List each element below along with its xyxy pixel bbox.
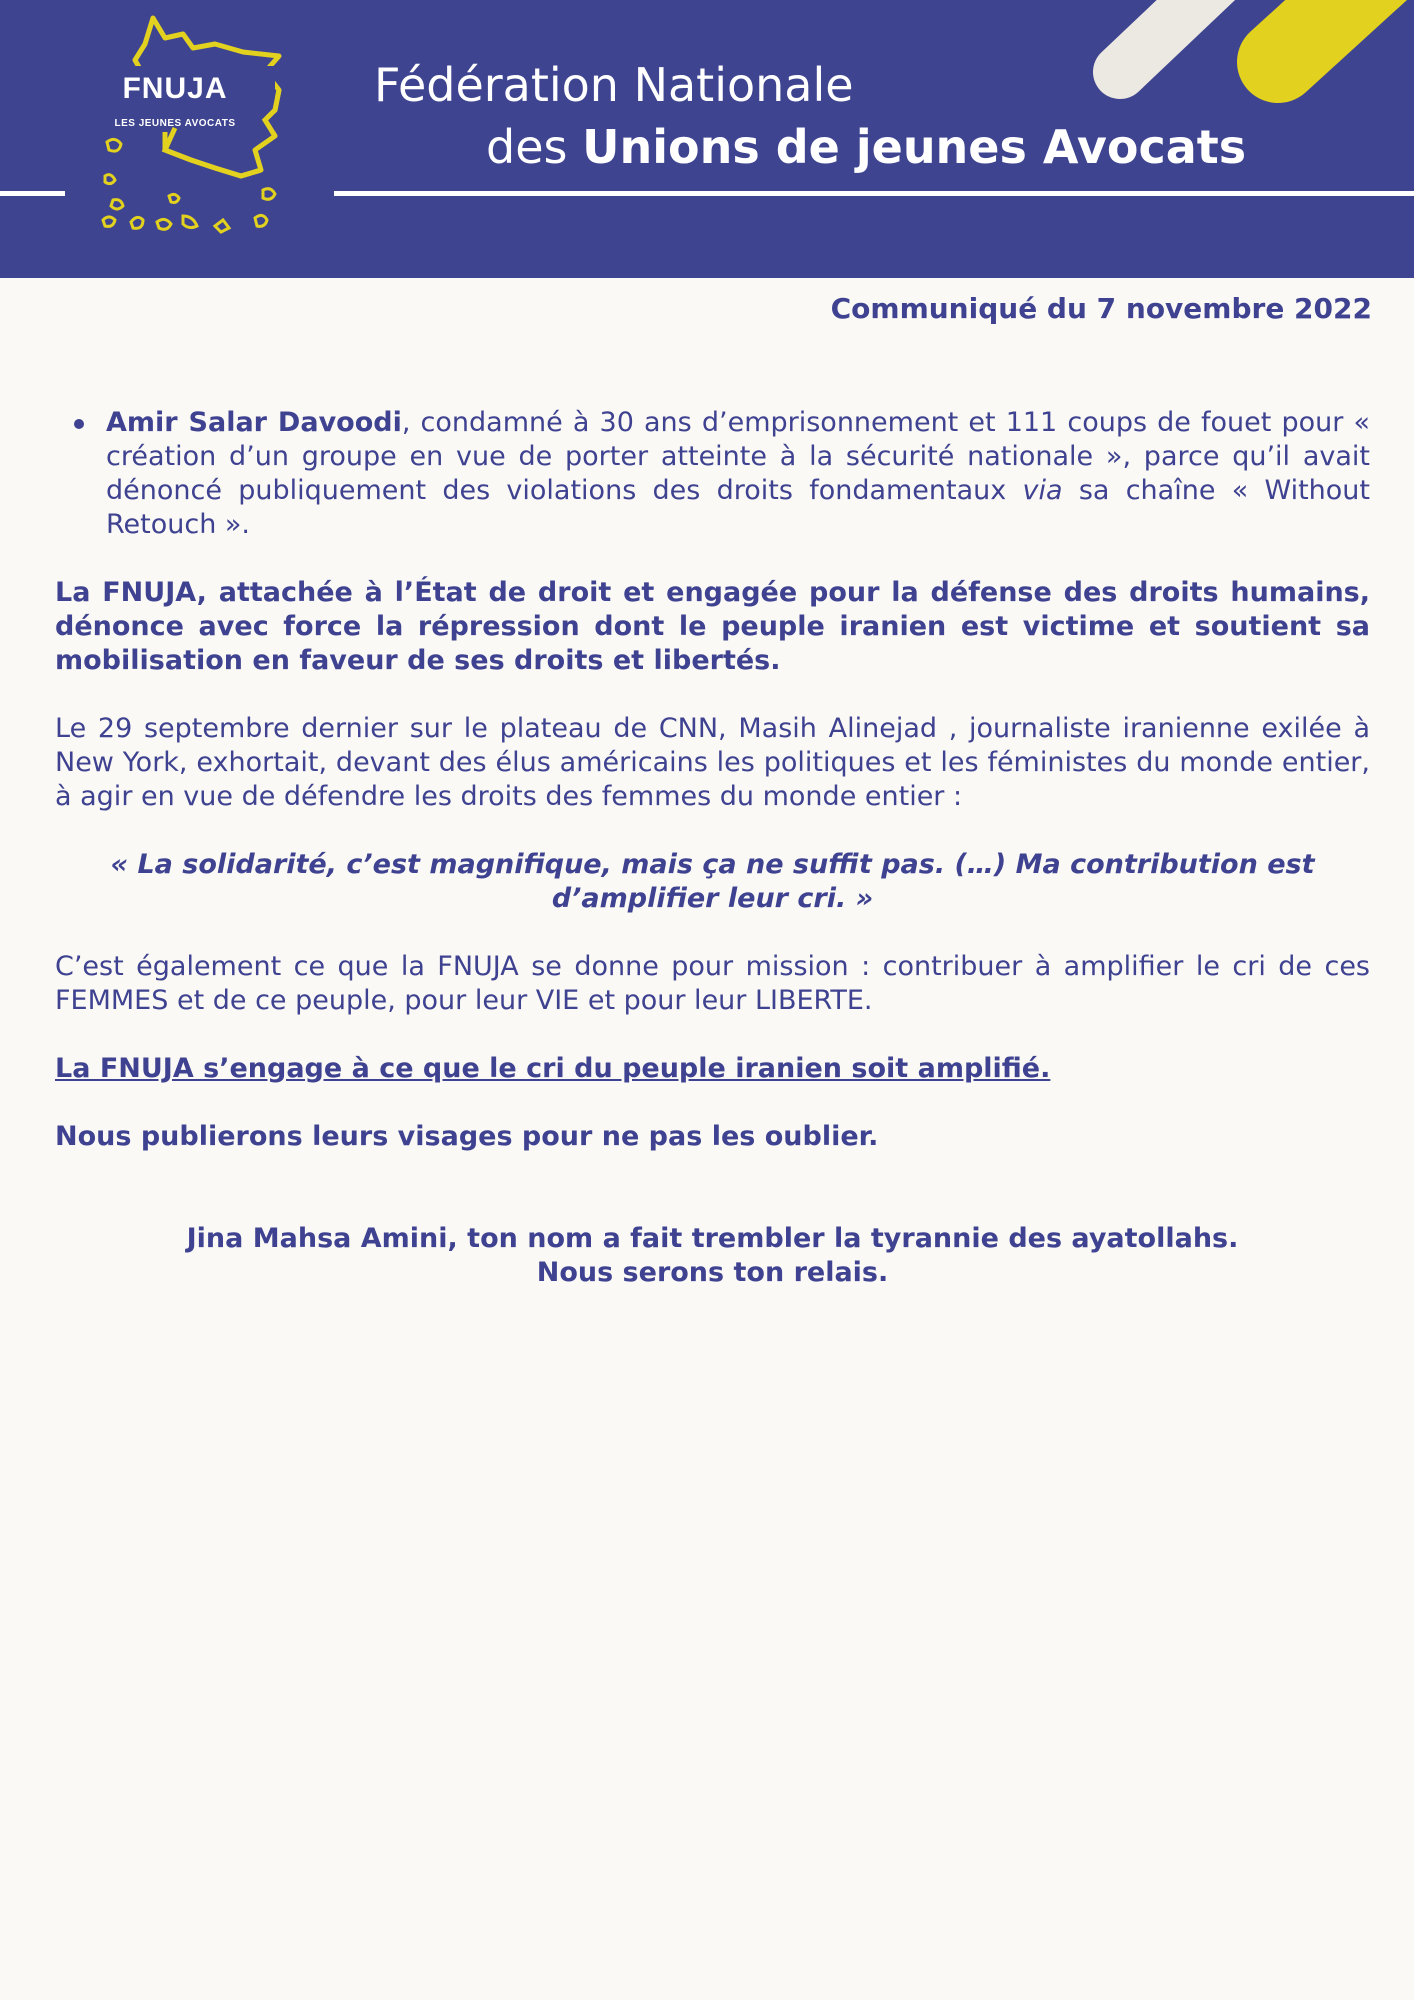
commitment-text: La FNUJA s’engage à ce que le cri du peuple iranien soit amplifié. bbox=[55, 1053, 1051, 1084]
communique-date: Communiqué du 7 novembre 2022 bbox=[830, 292, 1372, 325]
decorative-pills-icon bbox=[1060, 0, 1414, 200]
france-map-outline-icon bbox=[65, 0, 335, 278]
commitment-paragraph bbox=[55, 1052, 1370, 1086]
fnuja-logo bbox=[65, 0, 335, 278]
logo-tagline: LES JEUNES AVOCATS bbox=[114, 118, 236, 129]
closing-line-1: Jina Mahsa Amini, ton nom a fait trembler la tyrannie des ayatollahs. bbox=[186, 1223, 1239, 1254]
context-paragraph: Le 29 septembre dernier sur le plateau de CNN, Masih Alinejad , journaliste iranienne exilée à New York, exhortait, devant des élus américains les politiques et les féministes du monde entier, à agir en vue de défendre les droits des femmes du monde entier : bbox=[55, 713, 1370, 812]
header-title-prefix: des bbox=[486, 120, 583, 174]
quote-paragraph: « La solidarité, c’est magnifique, mais ça ne suffit pas. (…) Ma contribution est d’amplifier leur cri. » bbox=[110, 849, 1315, 914]
closing-line-2: Nous serons ton relais. bbox=[536, 1257, 889, 1288]
prisoner-text: , condamné à 30 ans d’emprisonnement et 111 coups de fouet pour « création d’un groupe en vue de porter atteinte à la sécurité nationale », parce qu’il avait dénoncé publiquement des violations des droits fondamentaux bbox=[106, 407, 1370, 506]
list-item bbox=[55, 406, 1370, 542]
via-word: via bbox=[1022, 475, 1063, 506]
prisoner-name: Amir Salar Davoodi bbox=[106, 407, 402, 438]
bullet-dot-icon bbox=[74, 419, 84, 429]
header-banner bbox=[0, 0, 1414, 278]
publish-paragraph: Nous publierons leurs visages pour ne pas les oublier. bbox=[55, 1121, 879, 1152]
mission-paragraph: C’est également ce que la FNUJA se donne pour mission : contribuer à amplifier le cri de ces FEMMES et de ce peuple, pour leur VIE et pour leur LIBERTE. bbox=[55, 951, 1370, 1016]
statement-paragraph: La FNUJA, attachée à l’État de droit et engagée pour la défense des droits humains, dénonce avec force la répression dont le peuple iranien est victime et soutient sa mobilisation en faveur de ses droits et libertés. bbox=[55, 577, 1370, 676]
header-title-bold: Unions de jeunes Avocats bbox=[582, 120, 1247, 174]
header-divider-left bbox=[0, 191, 65, 196]
logo-wordmark: FNUJA bbox=[122, 72, 228, 105]
header-title-line1: Fédération Nationale bbox=[374, 58, 854, 112]
prisoner-text-end: sa chaîne « Without Retouch ». bbox=[106, 475, 1371, 540]
communique-body bbox=[55, 406, 1370, 1290]
